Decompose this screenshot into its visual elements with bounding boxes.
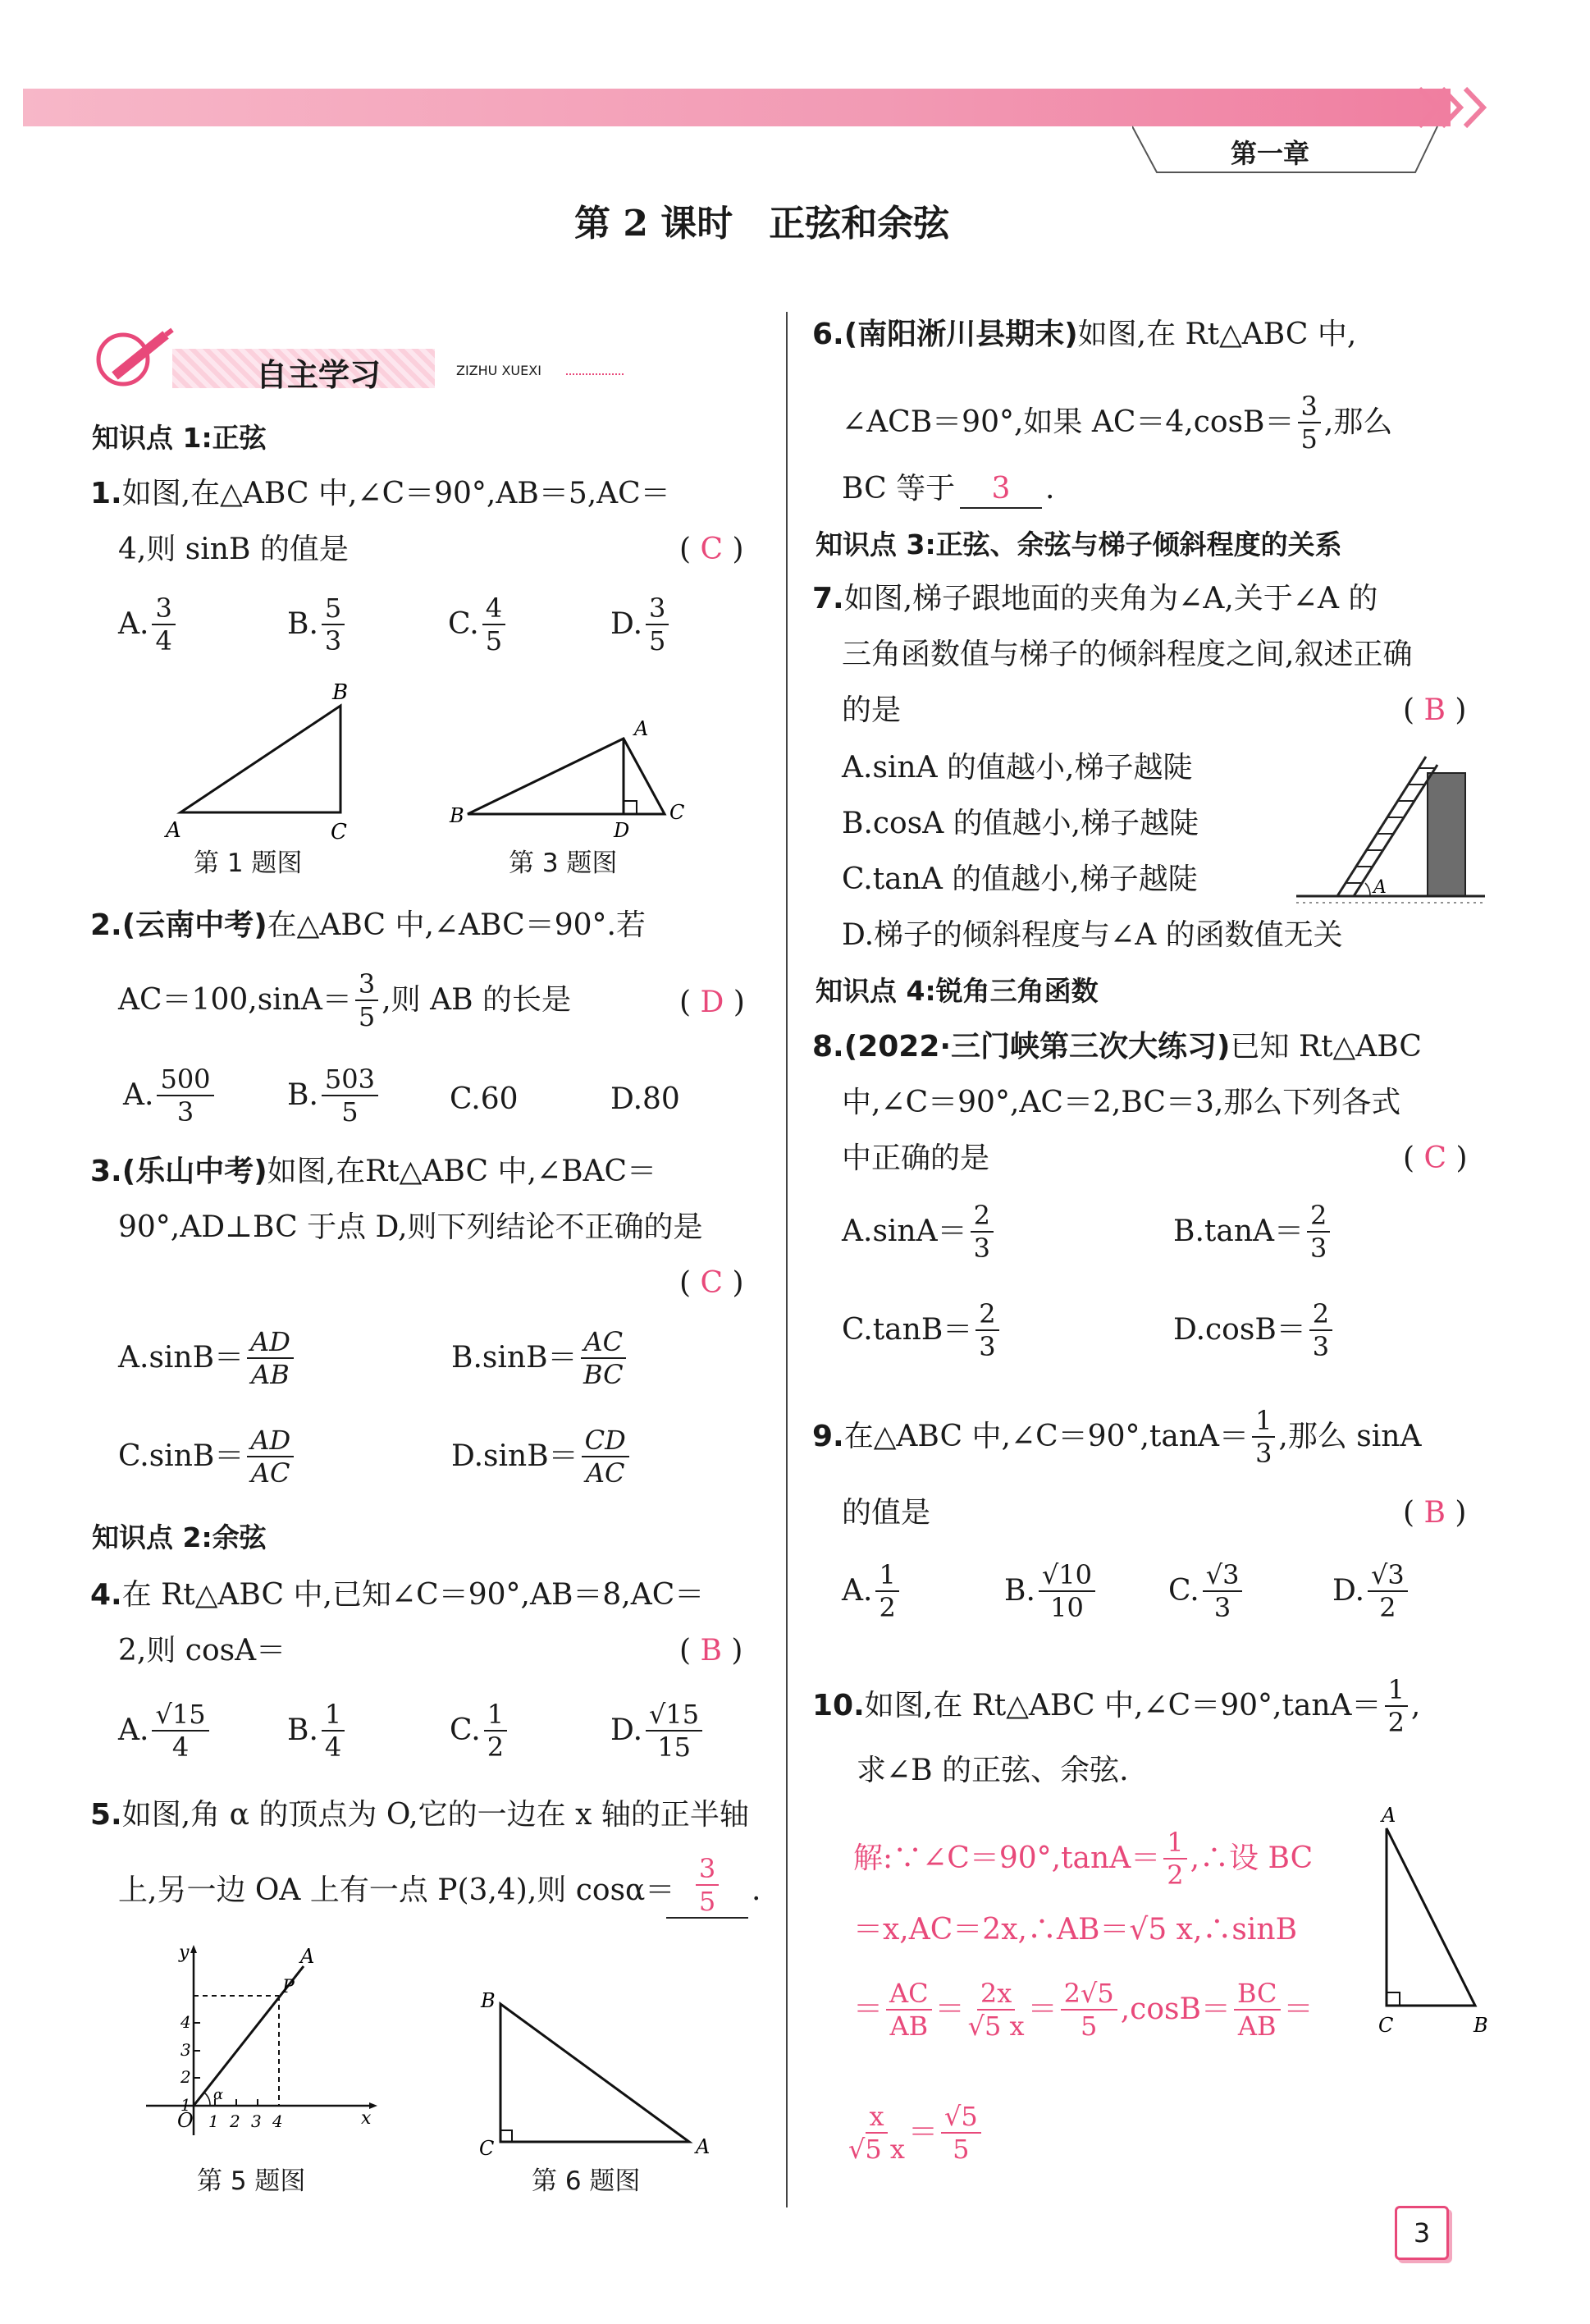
sol-eq: ＝ — [1283, 1992, 1314, 2026]
fig6-caption: 第 6 题图 — [532, 2166, 641, 2196]
denominator: 5 — [953, 2134, 970, 2165]
numerator: 2 — [975, 1298, 998, 1331]
fig3-label-d: D — [614, 819, 630, 842]
knowledge-point-2: 知识点 2:余弦 — [92, 1521, 267, 1553]
q1-text: 如图,在△ABC 中,∠C＝90°,AB＝5,AC＝ — [121, 477, 670, 510]
q9-option-d[interactable] — [1332, 1559, 1411, 1623]
lesson-title: 第 2 课时 正弦和余弦 — [574, 203, 950, 245]
option-label: D.80 — [610, 1082, 680, 1116]
numerator: 3 — [1298, 391, 1321, 423]
q6-source: (南阳淅川县期末) — [843, 318, 1078, 351]
fig5-label-alpha: α — [213, 2086, 224, 2103]
numerator: √5 — [941, 2101, 981, 2134]
denominator: 2 — [1379, 1592, 1396, 1623]
header-band — [23, 89, 1451, 126]
q2-answer-value: D — [700, 986, 724, 1019]
figure-10-triangle — [1362, 1805, 1501, 2035]
q4-text: 在 Rt△ABC 中,已知∠C＝90°,AB＝8,AC＝ — [121, 1578, 705, 1612]
option-label: A. — [118, 1713, 149, 1747]
option-label: D. — [610, 1713, 643, 1747]
option-label: B.sinB＝ — [451, 1341, 578, 1375]
page-number — [1395, 2206, 1449, 2260]
figure-1-triangle — [156, 681, 369, 845]
q7-text: 如图,梯子跟地面的夹角为∠A,关于∠A 的 — [843, 582, 1378, 615]
denominator: 10 — [1050, 1592, 1084, 1623]
q8-option-d[interactable] — [1173, 1298, 1336, 1362]
numerator: 1 — [1385, 1674, 1408, 1707]
denominator: 3 — [324, 625, 342, 656]
fig10-label-b: B — [1473, 2014, 1488, 2037]
q9-line2: 的值是 — [842, 1496, 931, 1530]
q1-option-c[interactable] — [448, 592, 509, 656]
fig5-tick-y2: 2 — [180, 2067, 191, 2087]
option-label: A.sinB＝ — [118, 1341, 244, 1375]
denominator: 5 — [649, 625, 666, 656]
option-label: D.sinB＝ — [451, 1439, 578, 1473]
q4-option-c[interactable] — [450, 1699, 510, 1763]
option-label: C. — [450, 1713, 481, 1747]
q2-text: 在△ABC 中,∠ABC＝90°.若 — [267, 908, 646, 942]
denominator: 2 — [879, 1592, 896, 1623]
option-label: A. — [118, 607, 149, 641]
knowledge-point-4: 知识点 4:锐角三角函数 — [816, 975, 1099, 1007]
fig3-label-b: B — [450, 804, 464, 827]
q5-end: . — [752, 1873, 761, 1907]
fig5-tick-x2: 2 — [230, 2111, 240, 2131]
fig5-tick-y3: 3 — [180, 2040, 191, 2060]
denominator: √5 x — [848, 2134, 905, 2165]
q8-number: 8. — [812, 1030, 844, 1064]
numerator: x — [866, 2101, 887, 2134]
option-label: B.tanA＝ — [1173, 1215, 1304, 1248]
q5-number: 5. — [90, 1798, 122, 1832]
denominator: 3 — [1213, 1592, 1231, 1623]
q10-solution-line4 — [845, 2101, 985, 2165]
numerator: 3 — [355, 968, 378, 1001]
numerator: 4 — [482, 592, 505, 625]
q4-line2: 2,则 cosA＝ — [118, 1634, 286, 1668]
q7-answer-value: B — [1423, 693, 1446, 727]
option-label: C.tanB＝ — [842, 1313, 973, 1347]
q4-option-d[interactable] — [610, 1699, 706, 1763]
fig5-label-y: y — [179, 1942, 190, 1963]
q9-option-c[interactable] — [1168, 1559, 1245, 1623]
numerator: 2√5 — [1061, 1978, 1117, 2011]
fig6-label-b: B — [481, 1989, 496, 2012]
q8-source: (2022·三门峡第三次大练习) — [843, 1030, 1231, 1064]
numerator: 1 — [1163, 1827, 1186, 1860]
q7-line2: 三角函数值与梯子的倾斜程度之间,叙述正确 — [842, 638, 1413, 671]
numerator: AD — [247, 1326, 294, 1359]
option-label: B. — [287, 607, 318, 641]
q5-line2: 上,另一边 OA 上有一点 P(3,4),则 cosα＝ — [118, 1873, 675, 1907]
q4-number: 4. — [90, 1578, 122, 1612]
numerator: 1 — [875, 1559, 898, 1592]
option-label: C.sinB＝ — [118, 1439, 244, 1473]
q1-line2: 4,则 sinB 的值是 — [118, 533, 349, 566]
q3-option-a[interactable] — [118, 1326, 297, 1390]
numerator: AD — [247, 1425, 294, 1457]
figure-3-triangle — [443, 714, 706, 845]
q5-answer-blank[interactable] — [666, 1853, 748, 1919]
banner-title: 自主学习 — [256, 357, 382, 393]
q9-answer-value: B — [1423, 1496, 1446, 1530]
numerator: 3 — [646, 592, 669, 625]
figure-7-ladder — [1288, 747, 1493, 911]
fig5-tick-x3: 3 — [251, 2111, 262, 2131]
q2-line2 — [118, 968, 571, 1032]
numerator: 500 — [157, 1064, 213, 1096]
q7-option-a[interactable]: A.sinA 的值越小,梯子越陡 — [842, 751, 1193, 785]
q1-answer: ( C ) — [679, 533, 744, 566]
sol-eq: ＝ — [934, 1992, 965, 2026]
q6-answer-value: 3 — [991, 472, 1011, 506]
sol-eq: ＝ — [907, 2116, 938, 2149]
option-label: A. — [123, 1078, 154, 1112]
q9-line1 — [812, 1405, 1421, 1469]
denominator: 15 — [657, 1732, 691, 1763]
knowledge-point-3: 知识点 3:正弦、余弦与梯子倾斜程度的关系 — [816, 528, 1342, 560]
numerator: AC — [581, 1326, 627, 1359]
numerator: 503 — [322, 1064, 378, 1096]
q2-option-c[interactable] — [450, 1082, 519, 1118]
fig6-label-a: A — [696, 2135, 710, 2158]
denominator: 2 — [1387, 1707, 1405, 1738]
q10-line2: 求∠B 的正弦、余弦. — [857, 1754, 1129, 1787]
sol-text-a: 解:∵∠C＝90°,tanA＝ — [853, 1841, 1161, 1875]
q3-number: 3. — [90, 1155, 122, 1188]
fig5-label-o: O — [177, 2109, 194, 2132]
fig5-label-p: P — [282, 1977, 295, 1997]
fig3-caption: 第 3 题图 — [509, 849, 618, 878]
q5-text: 如图,角 α 的顶点为 O,它的一边在 x 轴的正半轴 — [121, 1798, 749, 1832]
numerator: 2 — [1307, 1200, 1330, 1233]
denominator: 4 — [171, 1732, 190, 1763]
numerator: 3 — [696, 1853, 719, 1886]
q10-solution-line2: ＝x,AC＝2x,∴AB＝√5 x,∴sinB — [853, 1913, 1298, 1947]
denominator: AC — [585, 1457, 625, 1489]
option-label: B. — [287, 1713, 318, 1747]
fig1-caption: 第 1 题图 — [194, 849, 303, 878]
q6-end: . — [1045, 472, 1055, 506]
fig10-label-a: A — [1382, 1804, 1396, 1827]
numerator: BC — [1234, 1978, 1281, 2011]
chevrons-icon — [1419, 82, 1518, 131]
q2-text-b: ,则 AB 的长是 — [382, 983, 572, 1017]
denominator: √5 x — [967, 2011, 1025, 2042]
q4-answer-value: B — [700, 1634, 722, 1668]
denominator: 4 — [324, 1732, 342, 1763]
fig10-label-c: C — [1378, 2014, 1394, 2037]
numerator: √3 — [1203, 1559, 1243, 1592]
column-divider — [786, 312, 788, 2207]
denominator: 5 — [358, 1001, 376, 1032]
q6-answer-blank[interactable] — [960, 471, 1042, 509]
numerator: AC — [886, 1978, 932, 2011]
q2-option-a[interactable] — [123, 1064, 217, 1128]
q9-text-a: 在△ABC 中,∠C＝90°,tanA＝ — [843, 1420, 1250, 1453]
numerator: 2x — [977, 1978, 1015, 2011]
fig3-label-c: C — [669, 801, 685, 824]
denominator: 5 — [1080, 2011, 1098, 2042]
chapter-label: 第一章 — [1231, 138, 1310, 169]
q1-option-d[interactable] — [610, 592, 672, 656]
q4-option-b[interactable] — [287, 1699, 348, 1763]
numerator: 2 — [1309, 1298, 1332, 1331]
q1-option-b[interactable] — [287, 592, 348, 656]
q2-line1 — [90, 908, 646, 944]
q8-option-b[interactable] — [1173, 1200, 1333, 1264]
fig1-label-c: C — [331, 820, 347, 844]
fig1-label-a: A — [166, 818, 181, 843]
q6-number: 6. — [812, 318, 844, 351]
numerator: √10 — [1039, 1559, 1095, 1592]
denominator: AB — [889, 2011, 929, 2042]
denominator: 5 — [1300, 423, 1318, 455]
denominator: 4 — [155, 625, 172, 656]
q10-solution-line3 — [853, 1978, 1314, 2042]
q8-answer: ( C ) — [1403, 1141, 1468, 1175]
q2-option-b[interactable] — [287, 1064, 382, 1128]
q10-text-b: , — [1410, 1689, 1421, 1722]
sol-text-b: ,∴设 BC — [1190, 1841, 1314, 1875]
fig1-label-b: B — [332, 680, 349, 705]
q3-source: (乐山中考) — [121, 1155, 267, 1188]
q3-option-d[interactable] — [451, 1425, 633, 1489]
q7-answer: ( B ) — [1403, 693, 1467, 727]
banner-pinyin: ZIZHU XUEXI — [456, 363, 541, 378]
q6-line2 — [842, 391, 1392, 455]
q8-line2: 中,∠C＝90°,AC＝2,BC＝3,那么下列各式 — [842, 1086, 1401, 1119]
option-label: D. — [1332, 1574, 1365, 1608]
sol-cos: ,cosB＝ — [1120, 1992, 1231, 2026]
q9-option-a[interactable] — [842, 1559, 902, 1623]
numerator: 3 — [152, 592, 175, 625]
q1-option-a[interactable] — [118, 592, 179, 656]
q2-answer: ( D ) — [679, 986, 745, 1019]
q3-line2: 90°,AD⊥BC 于点 D,则下列结论不正确的是 — [118, 1210, 703, 1244]
q8-line1 — [812, 1029, 1422, 1065]
denominator: 2 — [487, 1732, 505, 1763]
numerator: √15 — [152, 1699, 208, 1732]
q1-answer-value: C — [700, 533, 724, 566]
q10-line1 — [812, 1674, 1420, 1738]
option-label: C. — [1168, 1574, 1199, 1608]
denominator: 3 — [1312, 1331, 1330, 1362]
banner-arrow — [566, 373, 624, 375]
q6-line3: BC 等于 — [842, 472, 956, 506]
q8-option-a[interactable] — [842, 1200, 997, 1264]
option-label: C.60 — [450, 1082, 519, 1116]
q3-option-c[interactable] — [118, 1425, 297, 1489]
option-label: C. — [448, 607, 479, 641]
q7-number: 7. — [812, 582, 844, 615]
denominator: AC — [250, 1457, 290, 1489]
numerator: CD — [582, 1425, 629, 1457]
option-label: A.sinA＝ — [842, 1215, 967, 1248]
q10-text-a: 如图,在 Rt△ABC 中,∠C＝90°,tanA＝ — [864, 1689, 1382, 1722]
fig5-tick-y4: 4 — [180, 2012, 191, 2032]
denominator: 3 — [176, 1096, 194, 1128]
q9-option-b[interactable] — [1004, 1559, 1099, 1623]
q7-option-c[interactable]: C.tanA 的值越小,梯子越陡 — [842, 862, 1198, 896]
q6-text-b: ,那么 — [1323, 405, 1393, 439]
denominator: 3 — [1255, 1438, 1272, 1469]
option-label: D.cosB＝ — [1173, 1313, 1306, 1347]
figure-6-triangle — [468, 1986, 730, 2166]
fig5-tick-x4: 4 — [272, 2111, 283, 2131]
numerator: 1 — [1252, 1405, 1275, 1438]
option-label: D. — [610, 607, 643, 641]
denominator: 5 — [485, 625, 503, 656]
q6-text: 如图,在 Rt△ABC 中, — [1077, 318, 1357, 351]
q10-solution-line1 — [853, 1827, 1313, 1891]
q2-source: (云南中考) — [121, 908, 267, 942]
q4-answer: ( B ) — [679, 1634, 743, 1668]
numerator: √15 — [646, 1699, 702, 1732]
fig6-label-c: C — [479, 2137, 495, 2160]
option-label: B. — [287, 1078, 318, 1112]
q2-number: 2. — [90, 908, 122, 942]
numerator: √3 — [1368, 1559, 1408, 1592]
figure-5-coordinate — [139, 1942, 386, 2142]
denominator: AB — [251, 1359, 290, 1390]
denominator: BC — [583, 1359, 624, 1390]
fig5-label-x: x — [361, 2108, 372, 2129]
denominator: 3 — [1310, 1233, 1327, 1264]
fig5-label-a: A — [300, 1945, 315, 1968]
q8-option-c[interactable] — [842, 1298, 1003, 1362]
q2-text-a: AC＝100,sinA＝ — [118, 983, 352, 1017]
q6-text-a: ∠ACB＝90°,如果 AC＝4,cosB＝ — [842, 405, 1295, 439]
q4-line1 — [90, 1577, 704, 1613]
q7-option-d[interactable]: D.梯子的倾斜程度与∠A 的函数值无关 — [842, 918, 1343, 952]
q3-answer: ( C ) — [679, 1266, 744, 1300]
q8-answer-value: C — [1423, 1141, 1447, 1175]
knowledge-point-1: 知识点 1:正弦 — [92, 422, 267, 454]
q9-answer: ( B ) — [1403, 1496, 1467, 1530]
q8-line3: 中正确的是 — [842, 1141, 990, 1175]
numerator: 5 — [322, 592, 345, 625]
denominator: 5 — [341, 1096, 359, 1128]
pencil-icon — [90, 327, 180, 392]
q2-option-d[interactable] — [610, 1082, 680, 1118]
q3-option-b[interactable] — [451, 1326, 629, 1390]
fig7-label-a: A — [1373, 877, 1387, 898]
q4-option-a[interactable] — [118, 1699, 212, 1763]
option-label: A. — [842, 1574, 873, 1608]
numerator: 1 — [322, 1699, 345, 1732]
sol-eq: ＝ — [853, 1992, 884, 2026]
page-number-value: 3 — [1413, 2217, 1431, 2249]
fig3-label-a: A — [634, 717, 649, 740]
fig5-tick-x1: 1 — [208, 2111, 219, 2131]
fig5-tick-y1: 1 — [180, 2095, 191, 2115]
q1-number: 1. — [90, 477, 122, 510]
q10-number: 10. — [812, 1689, 865, 1722]
q3-line1 — [90, 1154, 656, 1190]
q7-line1 — [812, 581, 1378, 617]
q9-text-b: ,那么 sinA — [1278, 1420, 1422, 1453]
q1-line1 — [90, 476, 670, 512]
q3-answer-value: C — [700, 1266, 724, 1300]
fig5-caption: 第 5 题图 — [197, 2166, 306, 2196]
denominator: AB — [1237, 2011, 1277, 2042]
option-label: B. — [1004, 1574, 1035, 1608]
q5-line1 — [90, 1797, 749, 1833]
denominator: 5 — [698, 1886, 716, 1917]
sol-eq: ＝ — [1027, 1992, 1058, 2026]
denominator: 3 — [973, 1233, 990, 1264]
numerator: 1 — [484, 1699, 507, 1732]
q6-line1 — [812, 317, 1356, 353]
q7-option-b[interactable]: B.cosA 的值越小,梯子越陡 — [842, 807, 1199, 840]
q9-number: 9. — [812, 1420, 844, 1453]
denominator: 3 — [979, 1331, 996, 1362]
q7-line3: 的是 — [842, 693, 902, 727]
q8-text: 已知 Rt△ABC — [1230, 1030, 1422, 1064]
denominator: 2 — [1167, 1860, 1184, 1891]
q3-text: 如图,在Rt△ABC 中,∠BAC＝ — [267, 1155, 657, 1188]
numerator: 2 — [971, 1200, 994, 1233]
